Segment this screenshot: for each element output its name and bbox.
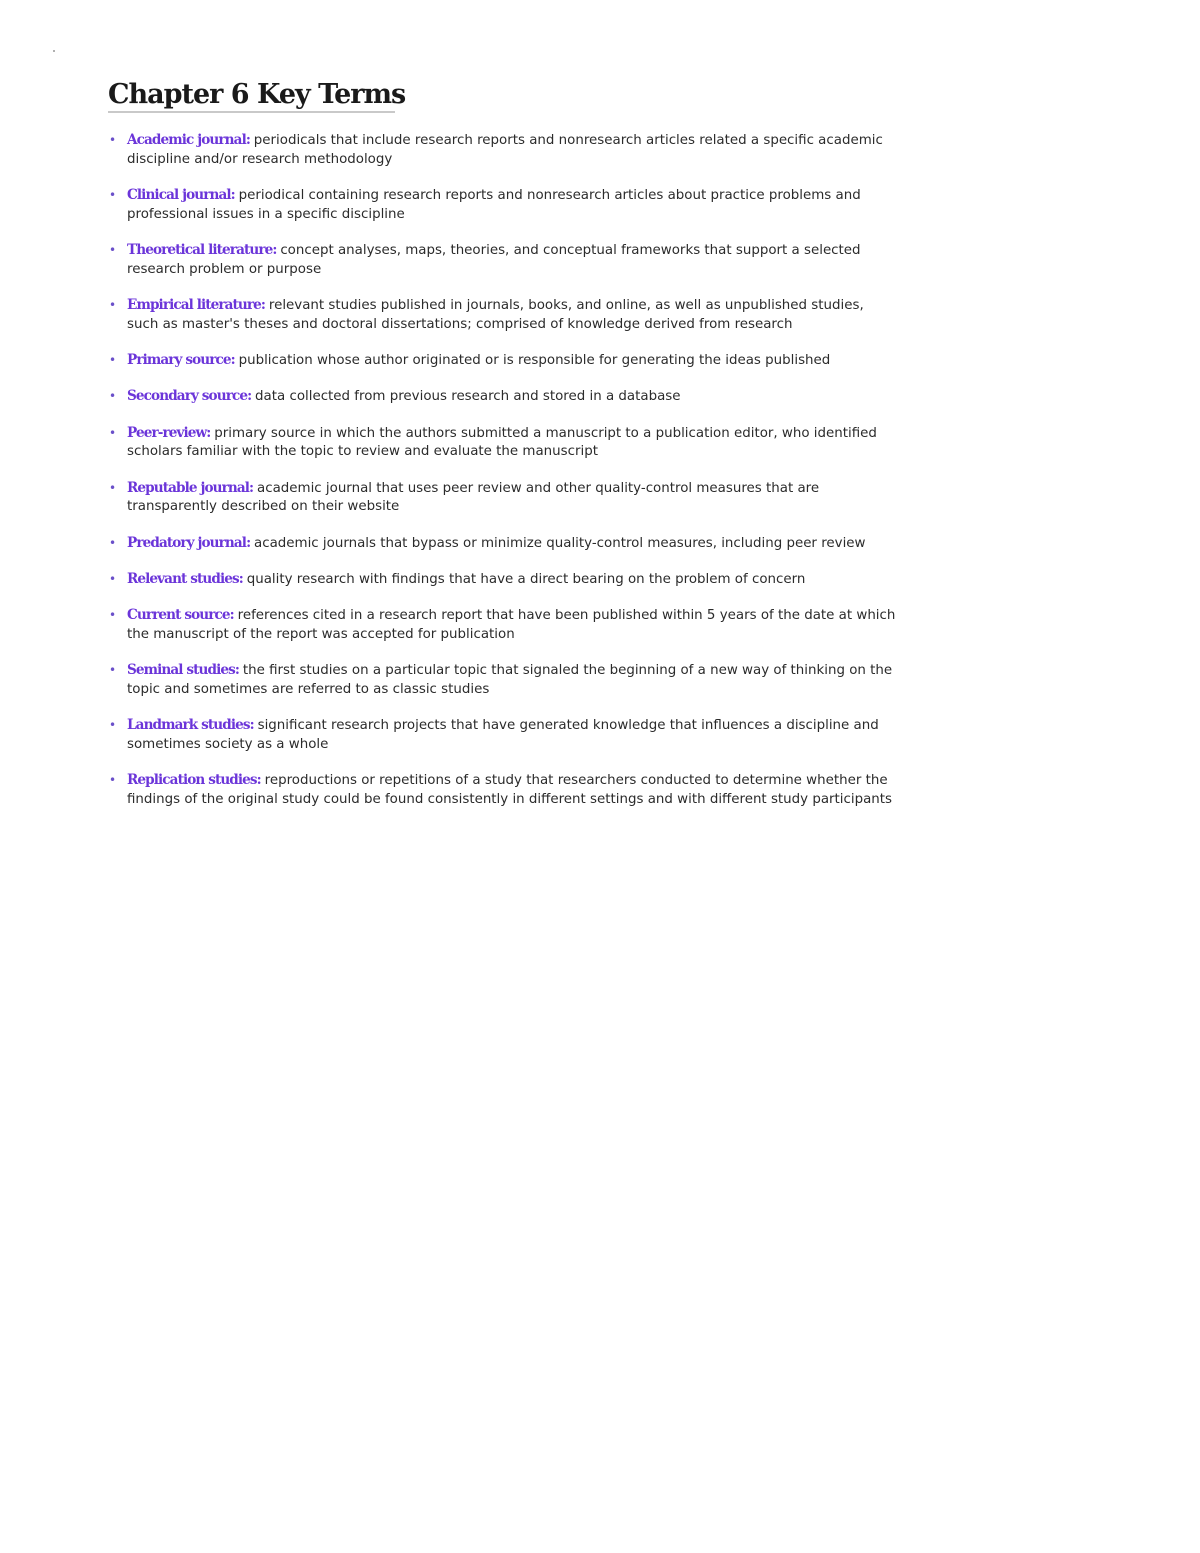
term-name: Primary source: — [127, 352, 239, 368]
term-name: Replication studies: — [127, 772, 265, 789]
bullet-icon: • — [109, 663, 117, 678]
term-definition: concept analyses, maps, theories, and conceptual frameworks that support a selected research problem or purpose — [127, 243, 861, 277]
bullet-icon: • — [109, 243, 117, 257]
term-definition: the first studies on a particular topic that signaled the beginning of a new way of thinking on the topic and sometimes are referred to as classic studies — [127, 663, 893, 697]
term-definition: periodical containing research reports and nonresearch articles about practice problems and professional issues in a specific discipline — [127, 188, 861, 222]
term-name: Seminal studies: — [127, 662, 243, 679]
list-item — [108, 534, 898, 554]
term-definition: academic journals that bypass or minimize quality-control measures, including peer review — [254, 535, 866, 551]
bullet-icon: • — [109, 773, 117, 788]
list-item — [108, 296, 898, 334]
corner-mark — [53, 50, 55, 52]
bullet-icon: • — [109, 718, 117, 733]
page-title: Chapter 6 Key Terms — [108, 79, 406, 110]
list-item — [108, 241, 898, 279]
term-name: Landmark studies: — [127, 717, 258, 734]
title-underline — [108, 111, 395, 113]
term-name: Reputable journal: — [127, 479, 258, 496]
bullet-icon: • — [109, 535, 117, 550]
list-item — [108, 716, 898, 754]
list-item — [108, 771, 898, 809]
bullet-icon: • — [109, 389, 117, 404]
list-item — [108, 186, 898, 224]
bullet-icon: • — [109, 425, 117, 440]
term-definition: references cited in a research report that have been published within 5 years of the date at which the manuscript of the report was accepted for publication — [127, 608, 896, 642]
term-definition: relevant studies published in journals, books, and online, as well as unpublished studies, such as master's theses and doctoral dissertations; comprised of knowledge derived from research — [127, 298, 864, 332]
term-name: Secondary source: — [127, 388, 256, 405]
list-item — [108, 479, 898, 517]
list-item — [108, 131, 898, 169]
list-item — [108, 606, 898, 644]
term-name: Clinical journal: — [127, 187, 239, 203]
list-item — [108, 570, 898, 590]
bullet-icon: • — [109, 608, 117, 623]
term-definition: periodicals that include research reports and nonresearch articles related a specific academic discipline and/or research methodology — [127, 133, 883, 167]
bullet-icon: • — [109, 188, 117, 202]
term-name: Theoretical literature: — [127, 242, 281, 258]
bullet-icon: • — [109, 353, 117, 367]
bullet-icon: • — [109, 298, 117, 312]
key-terms-list — [108, 131, 898, 826]
list-item — [108, 387, 898, 407]
list-item — [108, 661, 898, 699]
list-item — [108, 351, 898, 371]
bullet-icon: • — [109, 133, 117, 147]
term-name: Academic journal: — [127, 132, 254, 148]
term-definition: reproductions or repetitions of a study that researchers conducted to determine whether the findings of the original study could be found consistently in different settings and with different study participants — [127, 773, 893, 807]
term-name: Predatory journal: — [127, 534, 255, 551]
bullet-icon: • — [109, 571, 117, 586]
term-name: Empirical literature: — [127, 297, 269, 313]
term-definition: primary source in which the authors submitted a manuscript to a publication editor, who identified scholars familiar with the topic to review and evaluate the manuscript — [127, 425, 877, 460]
term-definition: publication whose author originated or is responsible for generating the ideas published — [238, 353, 831, 368]
term-name: Peer-review: — [127, 424, 215, 441]
bullet-icon: • — [109, 480, 117, 495]
term-name: Relevant studies: — [127, 570, 247, 587]
term-name: Current source: — [127, 607, 238, 624]
list-item — [108, 424, 898, 462]
term-definition: quality research with findings that have a direct bearing on the problem of concern — [246, 571, 806, 587]
term-definition: data collected from previous research and stored in a database — [255, 389, 681, 405]
term-definition: academic journal that uses peer review and other quality-control measures that are transparently described on their website — [127, 480, 820, 515]
term-definition: significant research projects that have generated knowledge that influences a discipline and sometimes society as a whole — [127, 718, 879, 752]
